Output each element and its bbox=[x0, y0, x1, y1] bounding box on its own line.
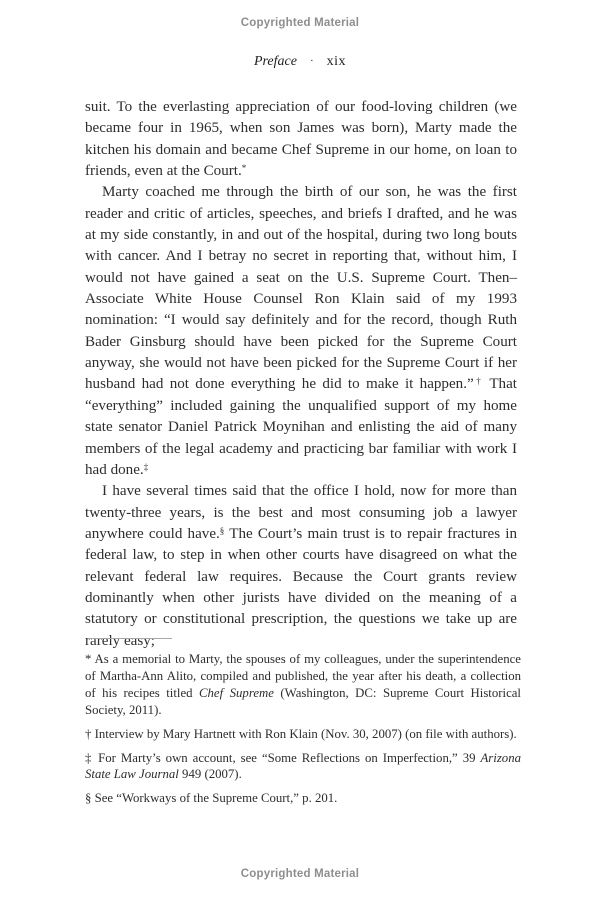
header-separator-dot: · bbox=[309, 55, 314, 67]
footnote-double-dagger: ‡ For Marty’s own account, see “Some Reflections on Imperfection,” 39 Arizona State Law Journal 949 (2007). bbox=[85, 750, 521, 782]
chapter-title: Preface bbox=[253, 54, 297, 69]
footnotes-block bbox=[85, 651, 521, 807]
paragraph: suit. To the everlasting appreciation of our food-loving children (we became four in 1965, when son James was born), Marty made the kitchen his domain and became Chef Supreme in our home, on loan to friends, even at the Court.* bbox=[85, 99, 517, 180]
copyright-watermark-top: Copyrighted Material bbox=[240, 17, 360, 29]
footnote-asterisk: * As a memorial to Marty, the spouses of my colleagues, under the superintendence of Martha-Ann Alito, compiled and published, the year after his death, a collection of his recipes titled Chef Supreme (Washington, DC: Supreme Court Historical Society, 2011). bbox=[85, 652, 521, 717]
running-header bbox=[0, 54, 600, 70]
body-text-block bbox=[85, 97, 517, 652]
paragraph: Marty coached me through the birth of our son, he was the first reader and critic of articles, speeches, and briefs I drafted, and he was at my side constantly, in and out of the hospital, during two long bouts with cancer. And I betray no secret in reporting that, without him, I would not have gained a seat on the U.S. Supreme Court. Then–Associate White House Counsel Ron Klain said of my 1993 nomination: “I would say definitely and for the record, though Ruth Bader Ginsburg should have been picked for the Supreme Court anyway, she would not have been picked for the Supreme Court if her husband had not done everything he did to make it happen.”† That “everything” included gaining the unqualified support of my home state senator Daniel Patrick Moynihan and enlisting the aid of many members of the legal academy and practicing bar familiar with work I had done.‡ bbox=[85, 184, 517, 478]
paragraph: I have several times said that the office I hold, now for more than twenty-three years, is the best and most consuming job a lawyer anywhere could have.§ The Court’s main trust is to repair fractures in federal law, to step in when other courts have disagreed on what the relevant federal law requires. Because the Court grants review dominantly when other jurists have divided on the meaning of a statutory or constitutional prescription, the questions we take up are rarely easy; bbox=[85, 483, 517, 649]
copyright-watermark-bottom: Copyrighted Material bbox=[240, 868, 360, 880]
footnote-dagger: † Interview by Mary Hartnett with Ron Klain (Nov. 30, 2007) (on file with authors). bbox=[85, 726, 517, 741]
footnote-divider bbox=[88, 638, 172, 639]
footnote-section-mark: § See “Workways of the Supreme Court,” p. 201. bbox=[85, 791, 338, 806]
page-number: xix bbox=[326, 54, 347, 69]
